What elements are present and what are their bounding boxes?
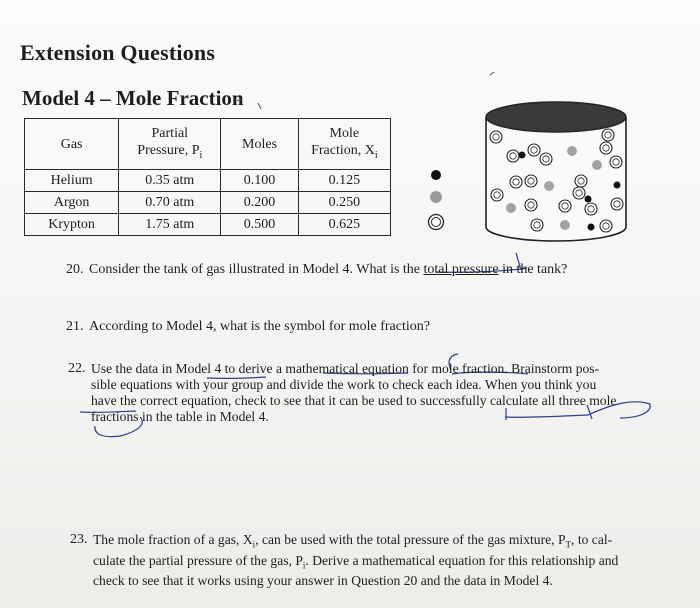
cell-gas: Helium bbox=[25, 170, 119, 192]
cell-pressure: 1.75 atm bbox=[119, 214, 221, 236]
cell-gas: Krypton bbox=[25, 214, 119, 236]
header-moles: Moles bbox=[221, 119, 298, 170]
cell-moles: 0.200 bbox=[221, 192, 298, 214]
stray-marks bbox=[237, 72, 494, 109]
header-gas: Gas bbox=[25, 119, 119, 170]
question-number: 20. bbox=[66, 262, 84, 277]
question-number: 22. bbox=[68, 361, 86, 376]
cell-gas: Argon bbox=[25, 192, 119, 214]
question-text: Use the data in Model 4 to derive a mathematical equation for mole fraction. Brainstorm pos- sible equations with your group and divide the work to check each idea. When you think you have the correct equation, check to see that it can be used to successfully calculate all three mole fractions in the table in Model 4. bbox=[91, 361, 617, 424]
cell-pressure: 0.35 atm bbox=[119, 170, 221, 192]
cell-fraction: 0.250 bbox=[298, 192, 390, 214]
question-text: The mole fraction of a gas, $X_i$, can be used with the total pressure of the gas mixture, $P_T$, to cal- culate the partial pressure of the gas, $P_i$. Derive a mathematical equation for this relationship and check to see that it works using your answer in Question 20 and the data in Model 4. bbox=[93, 532, 619, 589]
question-number: 23. bbox=[70, 532, 88, 547]
krypton-legend-icon bbox=[429, 215, 444, 230]
question-number: 21. bbox=[66, 319, 84, 334]
cell-pressure: 0.70 atm bbox=[119, 192, 221, 214]
cell-moles: 0.500 bbox=[221, 214, 298, 236]
cell-fraction: 0.625 bbox=[298, 214, 390, 236]
header-mole-fraction: Mole Fraction, $X_i$ bbox=[298, 119, 390, 170]
model-title: Model 4 – Mole Fraction bbox=[22, 86, 244, 110]
helium-legend-icon bbox=[431, 170, 441, 180]
question-text: According to Model 4, what is the symbol for mole fraction? bbox=[89, 319, 430, 334]
argon-legend-icon bbox=[430, 191, 442, 203]
cell-fraction: 0.125 bbox=[298, 170, 390, 192]
section-title: Extension Questions bbox=[20, 40, 216, 65]
question-text: Consider the tank of gas illustrated in Model 4. What is the total pressure in the tank? bbox=[89, 262, 568, 277]
total-pressure-text: total pressure bbox=[423, 262, 499, 277]
legend-symbols bbox=[429, 170, 444, 230]
cell-moles: 0.100 bbox=[221, 170, 298, 192]
header-partial-pressure: Partial Pressure, $P_i$ bbox=[119, 119, 221, 170]
